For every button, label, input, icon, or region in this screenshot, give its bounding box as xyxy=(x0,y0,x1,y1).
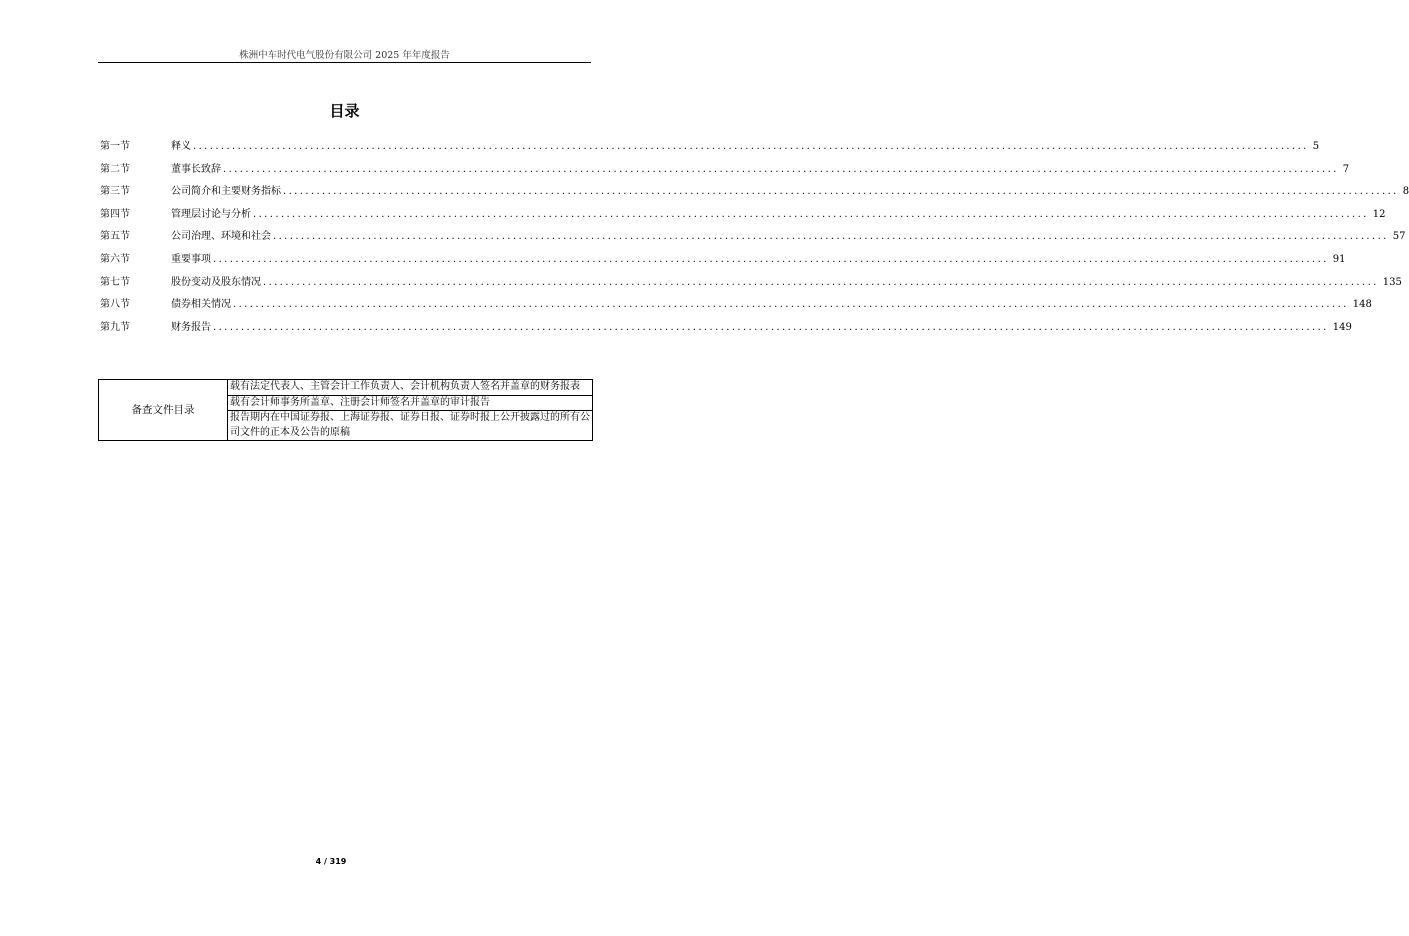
toc-entry-6[interactable] xyxy=(100,250,1346,273)
reference-documents-label: 备查文件目录 xyxy=(99,380,228,441)
toc-section-title: 重要事项 xyxy=(171,253,211,265)
toc-entry-9[interactable] xyxy=(100,318,1352,341)
toc-section-number: 第七节 xyxy=(100,276,130,288)
toc-leader-dots: ........................................................................................................................................................................................................ xyxy=(223,163,1339,175)
toc-section-number: 第六节 xyxy=(100,253,130,265)
toc-section-number: 第一节 xyxy=(100,141,130,152)
toc-page-number: 5 xyxy=(1312,141,1320,152)
table-of-contents xyxy=(100,137,1409,340)
toc-entry-1[interactable] xyxy=(100,137,1320,160)
toc-page-number: 135 xyxy=(1382,276,1402,288)
toc-entry-7[interactable] xyxy=(100,273,1402,296)
toc-leader-dots: ........................................................................................................................................................................................................ xyxy=(273,231,1389,243)
toc-section-title: 公司简介和主要财务指标 xyxy=(171,186,281,198)
toc-leader-dots: ........................................................................................................................................................................................................ xyxy=(213,321,1329,333)
reference-document-item: 载有会计师事务所盖章、注册会计师签名并盖章的审计报告 xyxy=(228,395,593,411)
reference-documents-table xyxy=(98,379,593,441)
toc-entry-3[interactable] xyxy=(100,182,1409,205)
toc-entry-8[interactable] xyxy=(100,295,1372,318)
toc-section-number: 第四节 xyxy=(100,208,130,220)
page-header: 株洲中车时代电气股份有限公司 2025 年年度报告 xyxy=(239,50,450,61)
toc-leader-dots: ........................................................................................................................................................................................................ xyxy=(233,299,1349,311)
page-number: 4 / 319 xyxy=(315,857,347,866)
toc-page-number: 57 xyxy=(1392,231,1406,243)
page-title: 目录 xyxy=(329,102,360,120)
toc-section-title: 释义 xyxy=(171,141,191,152)
toc-entry-5[interactable] xyxy=(100,227,1406,250)
toc-section-number: 第五节 xyxy=(100,231,130,243)
toc-leader-dots: ........................................................................................................................................................................................................ xyxy=(283,186,1399,198)
toc-section-title: 财务报告 xyxy=(171,321,211,333)
toc-page-number: 7 xyxy=(1342,163,1350,175)
table-row xyxy=(99,380,593,396)
reference-document-item: 报告期内在中国证券报、上海证券报、证券日报、证券时报上公开披露过的所有公司文件的正本及公告的原稿 xyxy=(228,411,593,441)
toc-page-number: 8 xyxy=(1402,186,1409,198)
toc-entry-4[interactable] xyxy=(100,205,1386,228)
toc-section-title: 董事长致辞 xyxy=(171,163,221,175)
toc-section-number: 第八节 xyxy=(100,299,130,311)
toc-section-title: 股份变动及股东情况 xyxy=(171,276,261,288)
toc-section-number: 第二节 xyxy=(100,163,130,175)
reference-document-item: 载有法定代表人、主管会计工作负责人、会计机构负责人签名并盖章的财务报表 xyxy=(228,380,593,396)
toc-section-title: 公司治理、环境和社会 xyxy=(171,231,271,243)
toc-entry-2[interactable] xyxy=(100,160,1350,183)
header-divider xyxy=(98,62,591,63)
toc-page-number: 148 xyxy=(1352,299,1372,311)
toc-page-number: 12 xyxy=(1372,208,1386,220)
toc-section-title: 管理层讨论与分析 xyxy=(171,208,251,220)
toc-page-number: 91 xyxy=(1332,253,1346,265)
toc-leader-dots: ........................................................................................................................................................................................................ xyxy=(263,276,1379,288)
toc-section-number: 第三节 xyxy=(100,186,130,198)
toc-section-title: 债券相关情况 xyxy=(171,299,231,311)
toc-leader-dots: ........................................................................................................................................................................................................ xyxy=(253,208,1369,220)
toc-page-number: 149 xyxy=(1332,321,1352,333)
toc-leader-dots: ........................................................................................................................................................................................................ xyxy=(213,253,1329,265)
toc-section-number: 第九节 xyxy=(100,321,130,333)
toc-leader-dots: ........................................................................................................................................................................................................ xyxy=(193,141,1309,152)
